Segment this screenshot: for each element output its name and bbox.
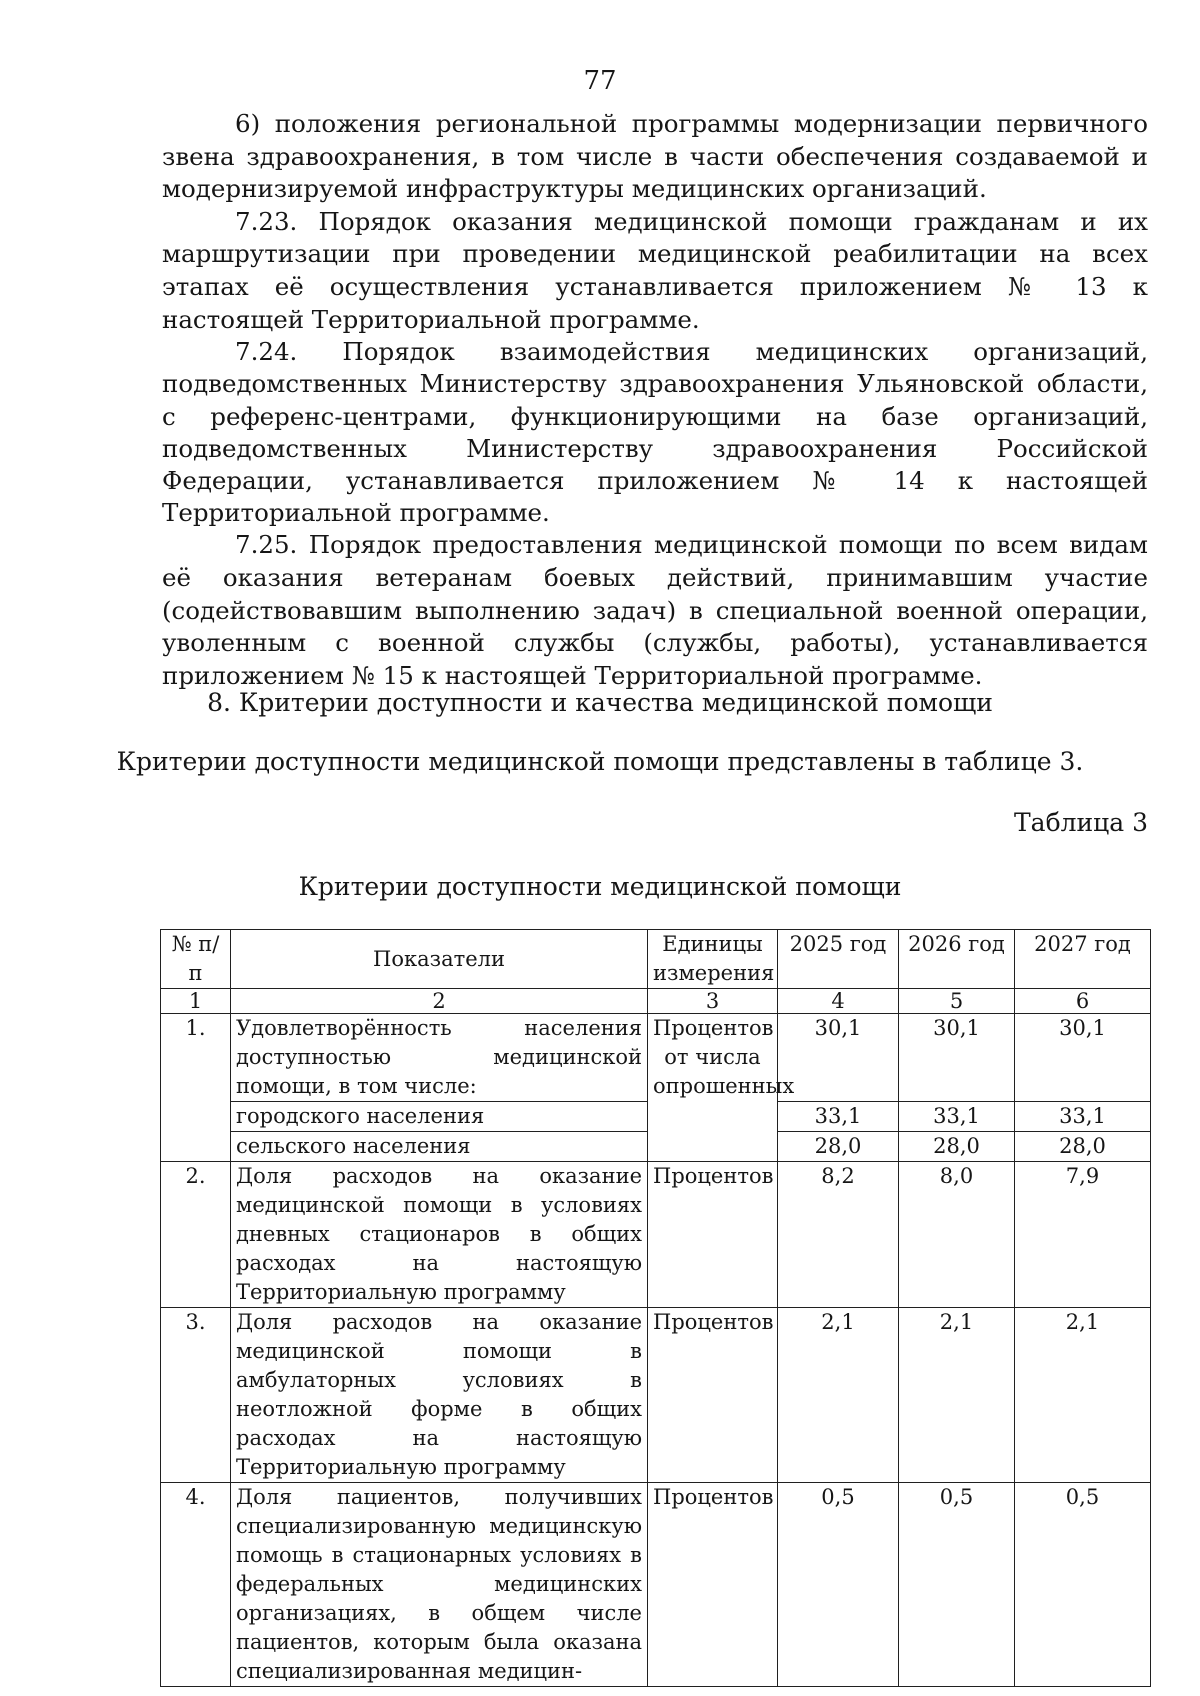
value-2026: 33,1 [899,1102,1015,1132]
row-units: Процентов от числа опрошенных [648,1014,778,1162]
column-number: 5 [899,989,1015,1014]
value-2026: 2,1 [899,1308,1015,1483]
page-number: 77 [583,66,617,96]
header-2025: 2025 год [778,930,899,989]
subrow-indicator: городского населения [231,1102,648,1132]
value-2026: 8,0 [899,1162,1015,1308]
header-num: № п/п [161,930,231,989]
value-2027: 7,9 [1015,1162,1151,1308]
value-2025: 2,1 [778,1308,899,1483]
row-indicator: Доля пациентов, получивших специализированную медицинскую помощь в стационарных условиях в федеральных медицинских организациях, в общем числе пациентов, которым была оказана специализированная медицин- [231,1483,648,1687]
table-header-row [161,930,1151,989]
row-num: 2. [161,1162,231,1308]
column-number-row [161,989,1151,1014]
column-number: 6 [1015,989,1151,1014]
intro-line: Критерии доступности медицинской помощи представлены в таблице 3. [116,747,1084,776]
row-num: 3. [161,1308,231,1483]
table-row [161,1162,1151,1308]
header-indicator: Показатели [231,930,648,989]
paragraph-7-25: 7.25. Порядок предоставления медицинской помощи по всем видам её оказания ветеранам боевых действий, принимавшим участие (содействовавшим выполнению задач) в специальной военной операции, уволенным с военной службы (службы, работы), устанавливается приложением № 15 к настоящей Территориальной программе. [162,530,1148,690]
criteria-table [160,929,1151,1687]
value-2025: 28,0 [778,1132,899,1162]
value-2025: 33,1 [778,1102,899,1132]
value-2026: 0,5 [899,1483,1015,1687]
value-2027: 33,1 [1015,1102,1151,1132]
table-label: Таблица 3 [1013,808,1148,837]
paragraph-7-24: 7.24. Порядок взаимодействия медицинских организаций, подведомственных Министерству здравоохранения Ульяновской области, с референс-центрами, функционирующими на базе организаций, подведомственных Министерству здравоохранения Российской Федерации, устанавливается приложением № 14 к настоящей Территориальной программе. [162,337,1148,528]
header-2027: 2027 год [1015,930,1151,989]
header-2026: 2026 год [899,930,1015,989]
value-2027: 28,0 [1015,1132,1151,1162]
column-number: 2 [231,989,648,1014]
column-number: 3 [648,989,778,1014]
column-number: 1 [161,989,231,1014]
value-2027: 30,1 [1015,1014,1151,1102]
section-title: 8. Критерии доступности и качества медицинской помощи [207,688,993,717]
row-num: 4. [161,1483,231,1687]
value-2026: 28,0 [899,1132,1015,1162]
row-indicator: Удовлетворённость населения доступностью медицинской помощи, в том числе: [231,1014,648,1102]
row-indicator: Доля расходов на оказание медицинской помощи в условиях дневных стационаров в общих расходах на настоящую Территориальную программу [231,1162,648,1308]
column-number: 4 [778,989,899,1014]
table-title: Критерии доступности медицинской помощи [298,872,902,901]
subrow-indicator: сельского населения [231,1132,648,1162]
value-2027: 0,5 [1015,1483,1151,1687]
paragraph-7-23: 7.23. Порядок оказания медицинской помощи гражданам и их маршрутизации при проведении медицинской реабилитации на всех этапах её осуществления устанавливается приложением № 13 к настоящей Территориальной программе. [162,206,1148,334]
row-num: 1. [161,1014,231,1162]
table-row [161,1308,1151,1483]
row-indicator: Доля расходов на оказание медицинской помощи в амбулаторных условиях в неотложной форме в общих расходах на настоящую Территориальную программу [231,1308,648,1483]
body-text [162,108,1148,692]
header-units: Единицы измерения [648,930,778,989]
row-units: Процентов [648,1483,778,1687]
value-2025: 8,2 [778,1162,899,1308]
value-2026: 30,1 [899,1014,1015,1102]
table-row [161,1483,1151,1687]
row-units: Процентов [648,1162,778,1308]
value-2027: 2,1 [1015,1308,1151,1483]
value-2025: 0,5 [778,1483,899,1687]
row-units: Процентов [648,1308,778,1483]
paragraph-6: 6) положения региональной программы модернизации первичного звена здравоохранения, в том числе в части обеспечения создаваемой и модернизируемой инфраструктуры медицинских организаций. [162,109,1148,204]
table-row [161,1014,1151,1102]
value-2025: 30,1 [778,1014,899,1102]
